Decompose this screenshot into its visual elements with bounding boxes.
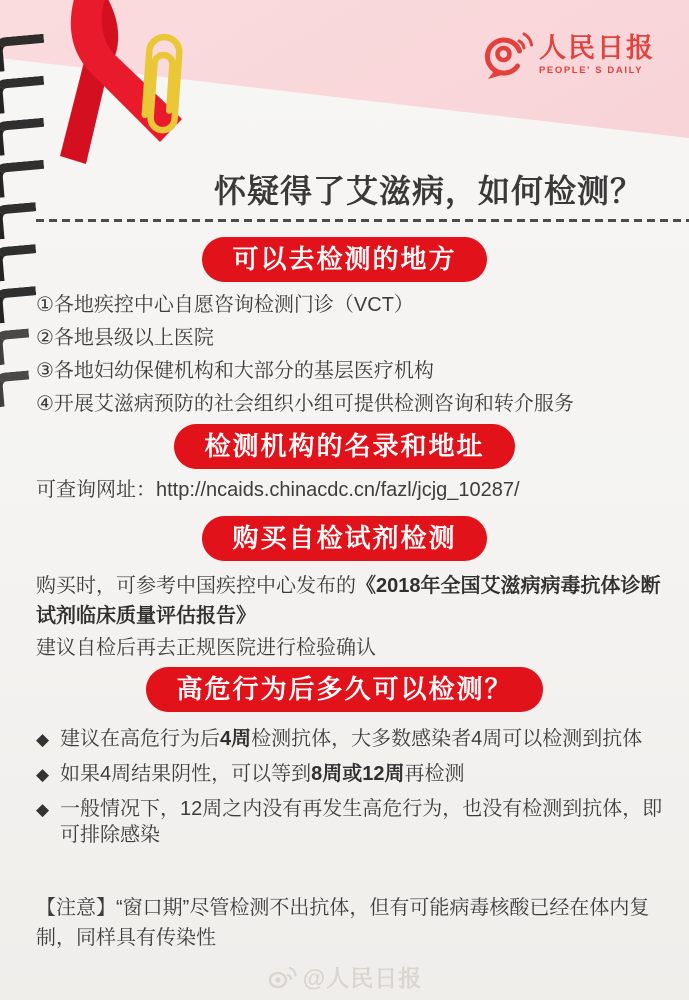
self-test-paragraph — [36, 571, 665, 631]
bullet-text-pre: 如果4周结果阴性，可以等到 — [60, 763, 312, 785]
badge-testing-places: 可以去检测的地方 — [202, 237, 486, 282]
testing-places-list — [36, 289, 667, 421]
section-testing-places — [0, 237, 689, 282]
dashed-divider — [36, 219, 689, 222]
list-item: ②各地县级以上医院 — [36, 327, 214, 349]
bullet-text-post: 再检测 — [404, 763, 465, 785]
bullet-text — [60, 796, 669, 848]
watermark — [0, 960, 689, 993]
weibo-eye-icon — [267, 965, 297, 989]
list-item: ③各地妇幼保健机构和大部分的基层医疗机构 — [36, 360, 434, 382]
logo-subtitle: PEOPLE' S DAILY — [539, 64, 644, 76]
diamond-bullet-icon: ◆ — [36, 765, 50, 784]
url-label: 可查询网址： — [36, 479, 156, 501]
spiral-coil — [0, 118, 46, 156]
window-period-bullets — [36, 726, 669, 856]
report-title-bold: 《2018年全国艾滋病病毒抗体诊断试剂临床质量评估报告》 — [36, 575, 661, 627]
section-window-period — [0, 667, 689, 712]
badge-directory: 检测机构的名录和地址 — [174, 424, 514, 469]
notice-text: 【注意】“窗口期”尽管检测不出抗体，但有可能病毒核酸已经在体内复制，同样具有传染性 — [36, 897, 650, 949]
bullet-text-pre: 一般情况下，12周之内没有再发生高危行为，也没有检测到抗体，即可排除感染 — [60, 798, 663, 846]
bullet-text-bold: 4周 — [220, 728, 252, 750]
bullet-text-pre: 建议在高危行为后 — [60, 728, 220, 750]
section-self-test — [0, 516, 689, 561]
spiral-coil — [0, 370, 31, 407]
directory-url-row — [36, 477, 669, 503]
watermark-text: @人民日报 — [302, 965, 423, 991]
spiral-coil — [0, 286, 38, 324]
self-test-advice: 建议自检后再去正规医院进行检验确认 — [36, 637, 376, 659]
bullet-item — [36, 761, 669, 788]
spiral-coil — [0, 328, 31, 365]
bullet-text — [60, 761, 669, 788]
bullet-text — [60, 726, 669, 753]
diamond-bullet-icon: ◆ — [36, 800, 50, 819]
at-broadcast-icon — [481, 30, 533, 80]
diamond-bullet-icon: ◆ — [36, 730, 50, 749]
url-text: http://ncaids.chinacdc.cn/fazl/jcjg_10287/ — [156, 479, 520, 501]
bullet-text-bold: 8周或12周 — [311, 763, 405, 785]
list-item: ④开展艾滋病预防的社会组织小组可提供检测咨询和转介服务 — [36, 393, 574, 415]
bullet-item — [36, 726, 669, 753]
logo-title: 人民日报 — [539, 32, 655, 63]
paragraph-text: 购买时，可参考中国疾控中心发布的 — [36, 575, 356, 597]
self-test-paragraphs — [36, 571, 665, 663]
paperclip-icon — [129, 26, 195, 142]
badge-window-period: 高危行为后多久可以检测？ — [146, 667, 542, 712]
bullet-text-post: 检测抗体，大多数感染者4周可以检测到抗体 — [251, 728, 643, 750]
bullet-item — [36, 796, 669, 848]
section-directory — [0, 424, 689, 469]
spiral-coil — [0, 76, 46, 114]
list-item: ①各地疾控中心自愿咨询检测门诊（VCT） — [36, 294, 414, 316]
spiral-coil — [0, 34, 46, 72]
badge-self-test: 购买自检试剂检测 — [202, 516, 486, 561]
page-title: 怀疑得了艾滋病，如何检测？ — [213, 173, 643, 209]
peoples-daily-logo — [481, 30, 655, 80]
